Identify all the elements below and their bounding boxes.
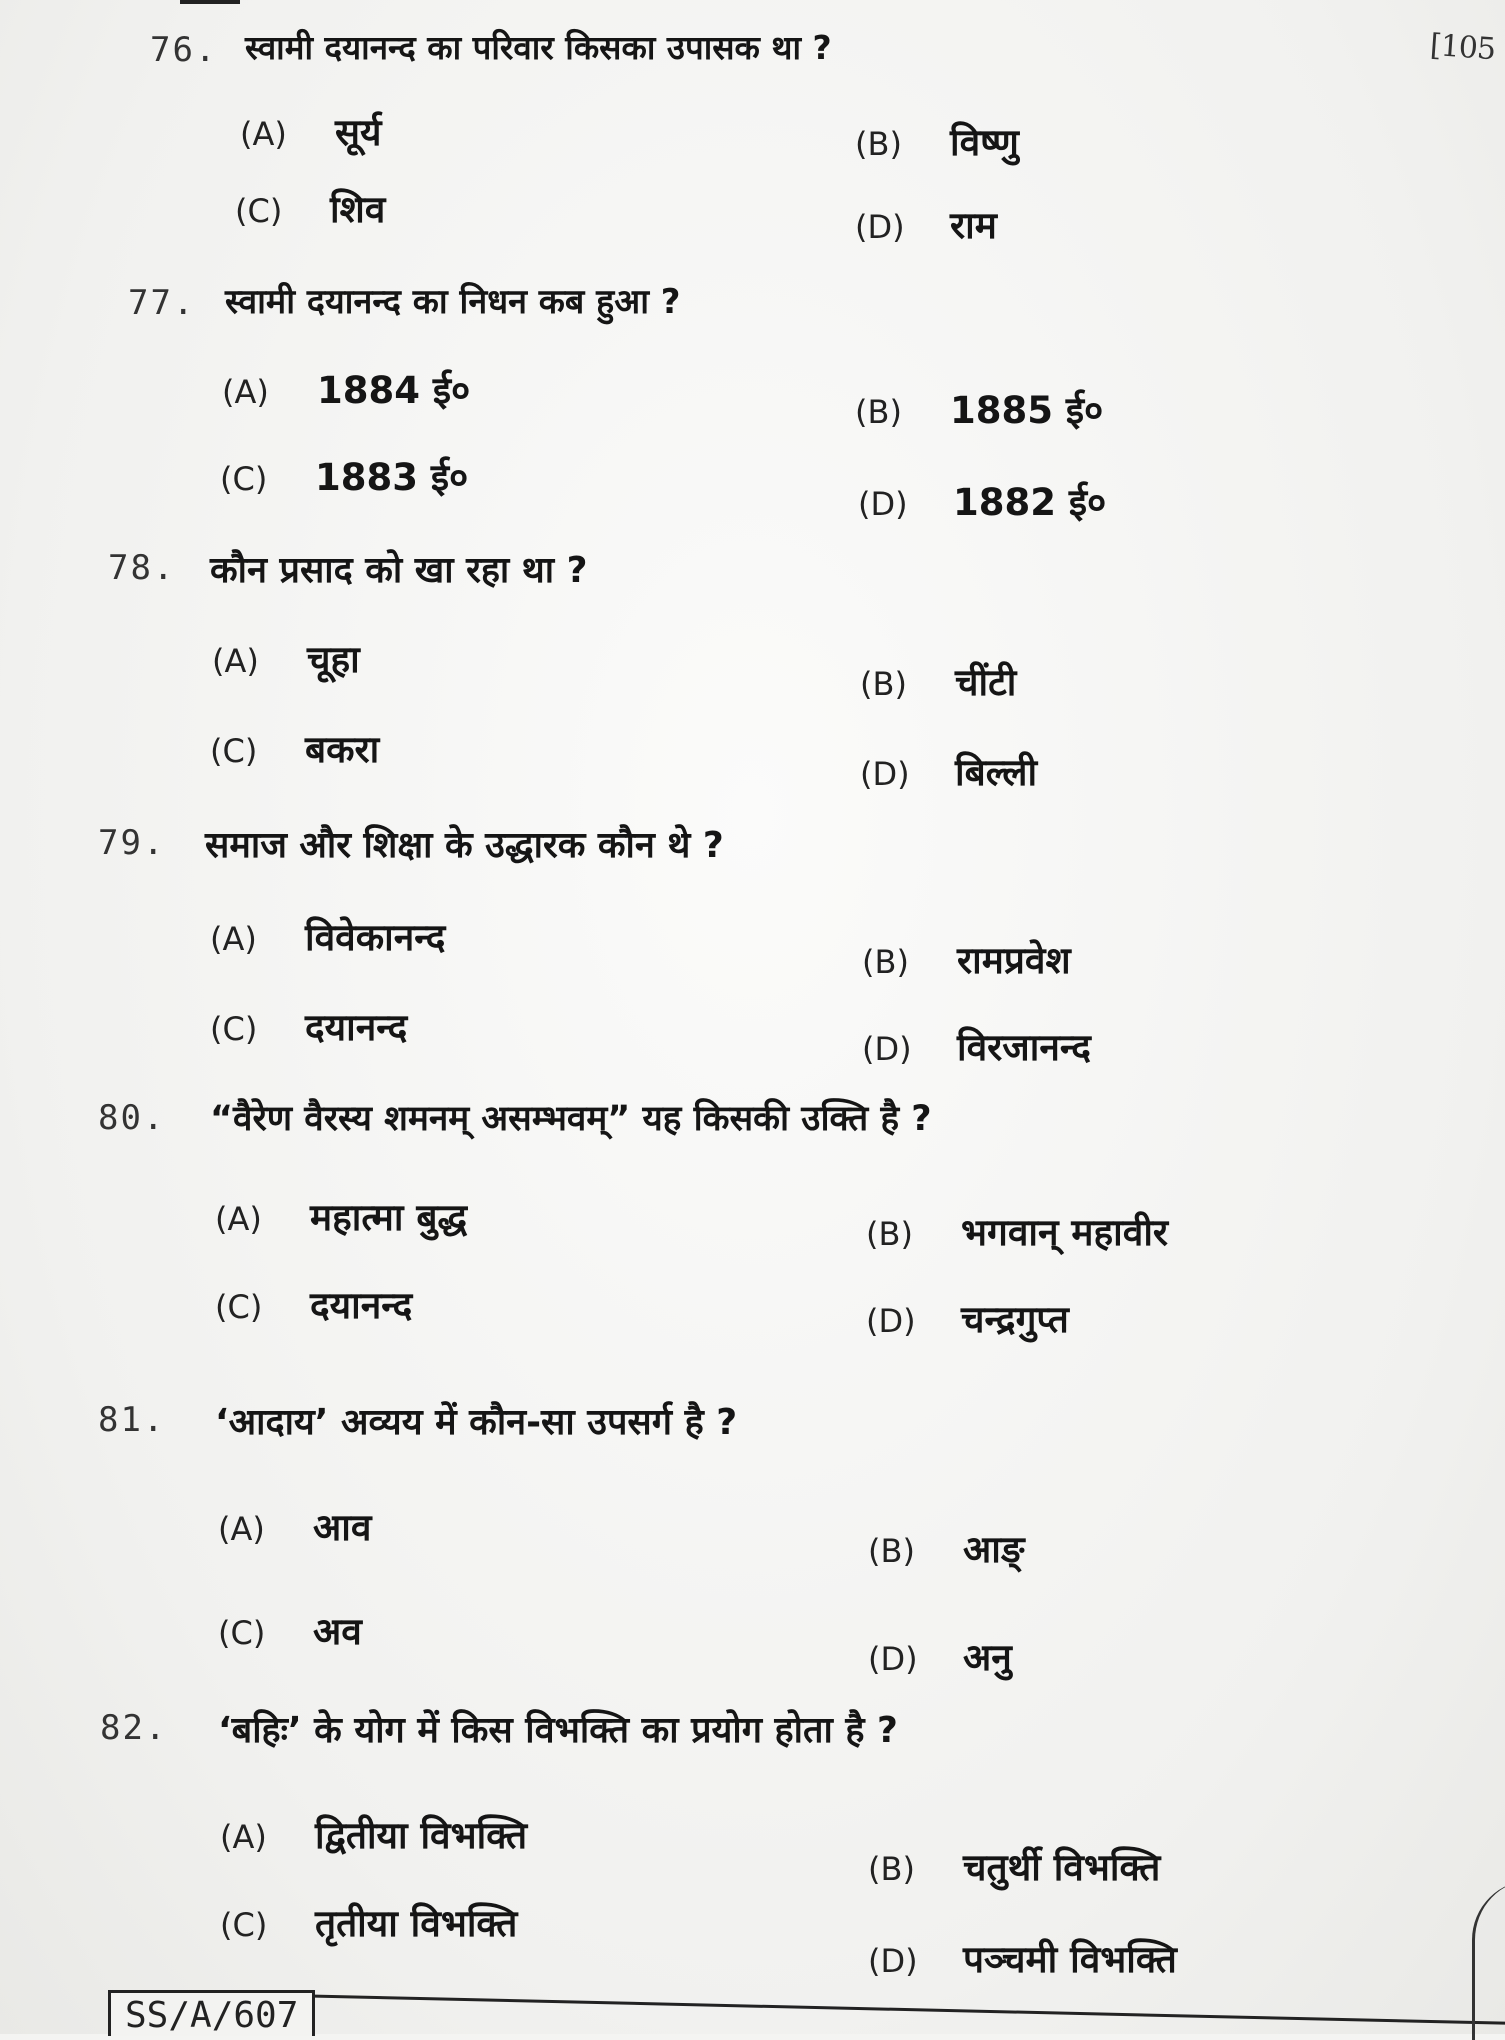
option-text: भगवान् महावीर bbox=[961, 1211, 1169, 1254]
question-text: ‘आदाय’ अव्यय में कौन-सा उपसर्ग है ? bbox=[215, 1402, 738, 1443]
option-letter: (C) bbox=[210, 1010, 258, 1048]
question-number: 79. bbox=[98, 823, 166, 863]
question-number: 78. bbox=[108, 548, 176, 588]
option-text: आङ् bbox=[963, 1528, 1025, 1571]
option-text: पञ्चमी विभक्ति bbox=[963, 1938, 1177, 1981]
option-text: दयानन्द bbox=[305, 1006, 408, 1049]
option-b[interactable] bbox=[862, 933, 1071, 984]
option-text: शिव bbox=[330, 188, 386, 231]
option-b[interactable] bbox=[860, 655, 1016, 706]
option-text: सूर्य bbox=[335, 111, 382, 154]
option-c[interactable] bbox=[220, 450, 468, 501]
option-letter: (A) bbox=[240, 115, 287, 153]
question-number: 76. bbox=[150, 30, 218, 70]
option-c[interactable] bbox=[215, 1278, 412, 1329]
option-letter: (B) bbox=[862, 943, 909, 981]
option-letter: (A) bbox=[222, 373, 269, 411]
question-number: 81. bbox=[98, 1400, 166, 1440]
option-letter: (D) bbox=[868, 1640, 918, 1678]
option-b[interactable] bbox=[866, 1205, 1168, 1256]
question-text: स्वामी दयानन्द का निधन कब हुआ ? bbox=[225, 282, 681, 322]
question-number: 82. bbox=[100, 1708, 168, 1748]
option-d[interactable] bbox=[866, 1292, 1069, 1343]
option-text: विष्णु bbox=[950, 121, 1019, 164]
option-letter: (C) bbox=[220, 1906, 268, 1944]
option-b[interactable] bbox=[855, 115, 1019, 166]
option-text: आव bbox=[313, 1506, 372, 1549]
question-text: स्वामी दयानन्द का परिवार किसका उपासक था ? bbox=[245, 28, 832, 67]
option-letter: (B) bbox=[860, 665, 907, 703]
option-text: 1882 ई० bbox=[953, 481, 1107, 524]
page-number: [105 bbox=[1428, 27, 1497, 68]
option-text: चन्द्रगुप्त bbox=[961, 1298, 1069, 1341]
option-letter: (C) bbox=[220, 460, 268, 498]
option-letter: (D) bbox=[862, 1030, 912, 1068]
question-76 bbox=[0, 20, 1505, 300]
option-letter: (C) bbox=[218, 1614, 266, 1652]
option-letter: (A) bbox=[210, 920, 257, 958]
question-number: 77. bbox=[128, 283, 196, 323]
option-d[interactable] bbox=[858, 475, 1106, 526]
option-text: दयानन्द bbox=[310, 1284, 413, 1327]
option-d[interactable] bbox=[868, 1630, 1012, 1681]
option-d[interactable] bbox=[862, 1020, 1091, 1071]
option-letter: (D) bbox=[855, 208, 905, 246]
paper-code: SS/A/607 bbox=[108, 1990, 315, 2036]
question-text: कौन प्रसाद को खा रहा था ? bbox=[210, 550, 588, 591]
question-79 bbox=[0, 815, 1505, 1095]
option-letter: (D) bbox=[868, 1942, 918, 1980]
question-81 bbox=[0, 1392, 1505, 1679]
option-letter: (A) bbox=[220, 1818, 267, 1856]
option-a[interactable] bbox=[222, 363, 470, 414]
question-82 bbox=[0, 1700, 1505, 1980]
option-text: रामप्रवेश bbox=[957, 939, 1071, 982]
option-a[interactable] bbox=[218, 1500, 371, 1551]
option-letter: (C) bbox=[235, 192, 283, 230]
option-b[interactable] bbox=[868, 1840, 1160, 1891]
option-text: चतुर्थी विभक्ति bbox=[963, 1846, 1161, 1889]
option-text: 1884 ई० bbox=[317, 369, 471, 412]
option-text: 1883 ई० bbox=[315, 456, 469, 499]
option-letter: (B) bbox=[855, 393, 902, 431]
option-letter: (D) bbox=[866, 1302, 916, 1340]
question-text: ‘बहिः’ के योग में किस विभक्ति का प्रयोग होता है ? bbox=[218, 1710, 898, 1751]
option-letter: (A) bbox=[212, 642, 259, 680]
option-text: बिल्ली bbox=[955, 751, 1038, 794]
question-text: “वैरेण वैरस्य शमनम् असम्भवम्” यह किसकी उक्ति है ? bbox=[210, 1099, 932, 1139]
option-c[interactable] bbox=[218, 1604, 362, 1655]
option-letter: (B) bbox=[855, 125, 902, 163]
question-80 bbox=[0, 1090, 1505, 1370]
question-text: समाज और शिक्षा के उद्धारक कौन थे ? bbox=[205, 825, 724, 866]
option-d[interactable] bbox=[868, 1932, 1177, 1983]
option-text: द्वितीया विभक्ति bbox=[315, 1814, 528, 1857]
option-a[interactable] bbox=[215, 1190, 467, 1241]
question-78 bbox=[0, 540, 1505, 820]
option-text: 1885 ई० bbox=[950, 389, 1104, 432]
option-text: बकरा bbox=[305, 728, 380, 771]
option-text: राम bbox=[950, 204, 997, 247]
option-c[interactable] bbox=[235, 182, 385, 233]
option-letter: (A) bbox=[218, 1510, 265, 1548]
option-d[interactable] bbox=[855, 198, 997, 249]
option-letter: (B) bbox=[868, 1532, 915, 1570]
option-a[interactable] bbox=[220, 1808, 527, 1859]
option-text: विवेकानन्द bbox=[305, 916, 446, 959]
option-a[interactable] bbox=[212, 632, 360, 683]
option-text: चूहा bbox=[307, 638, 360, 681]
option-a[interactable] bbox=[210, 910, 445, 961]
option-letter: (A) bbox=[215, 1200, 262, 1238]
option-letter: (C) bbox=[215, 1288, 263, 1326]
question-77 bbox=[0, 275, 1505, 555]
option-text: अनु bbox=[963, 1636, 1012, 1679]
top-rule bbox=[180, 0, 240, 4]
option-a[interactable] bbox=[240, 105, 381, 156]
option-d[interactable] bbox=[860, 745, 1037, 796]
option-c[interactable] bbox=[220, 1896, 517, 1947]
option-text: विरजानन्द bbox=[957, 1026, 1091, 1069]
option-letter: (B) bbox=[868, 1850, 915, 1888]
option-text: अव bbox=[313, 1610, 362, 1653]
option-letter: (B) bbox=[866, 1215, 913, 1253]
question-number: 80. bbox=[98, 1098, 166, 1138]
option-letter: (C) bbox=[210, 732, 258, 770]
option-text: तृतीया विभक्ति bbox=[315, 1902, 518, 1945]
option-c[interactable] bbox=[210, 722, 379, 773]
option-c[interactable] bbox=[210, 1000, 407, 1051]
option-b[interactable] bbox=[855, 383, 1103, 434]
option-b[interactable] bbox=[868, 1522, 1024, 1573]
option-letter: (D) bbox=[860, 755, 910, 793]
option-text: चींटी bbox=[955, 661, 1017, 704]
option-letter: (D) bbox=[858, 485, 908, 523]
option-text: महात्मा बुद्ध bbox=[310, 1196, 468, 1239]
